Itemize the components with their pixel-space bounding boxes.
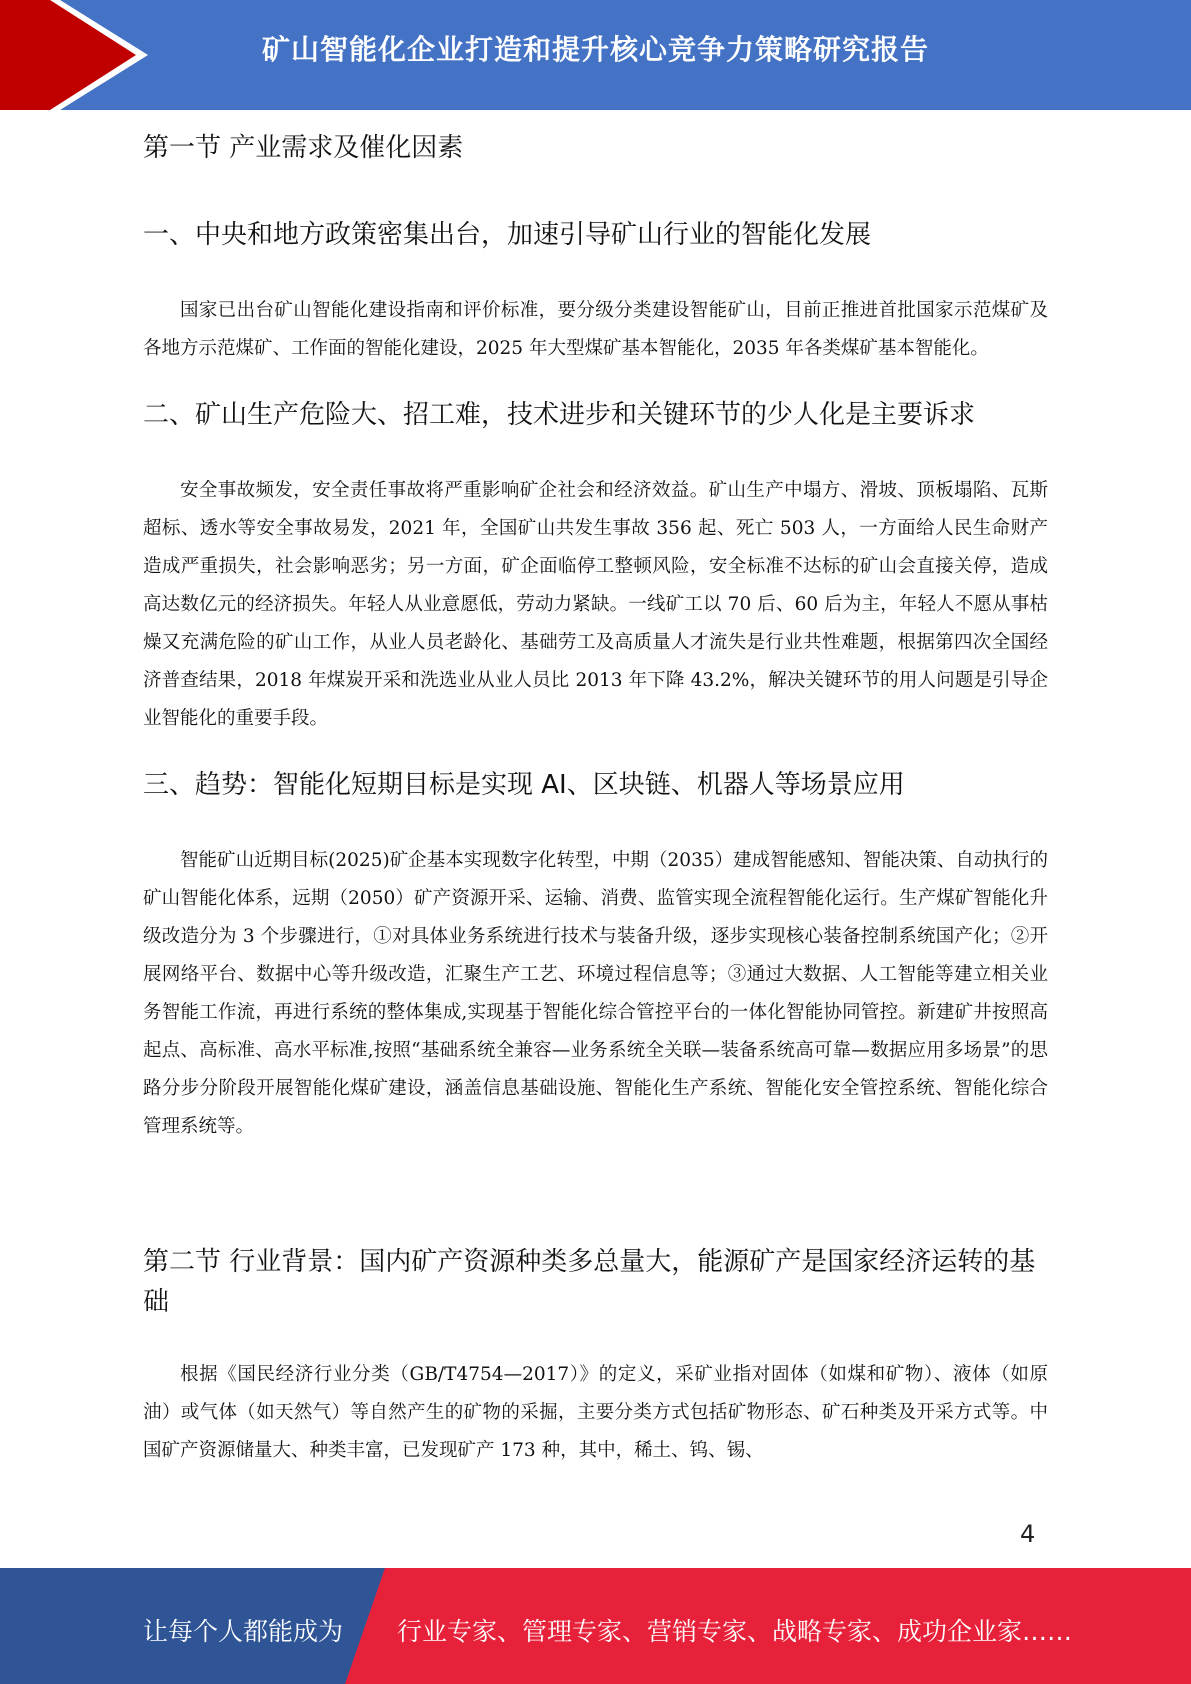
page-footer — [0, 1568, 1191, 1684]
page-header — [0, 0, 1191, 110]
heading-safety: 二、矿山生产危险大、招工难，技术进步和关键环节的少人化是主要诉求 — [143, 400, 976, 430]
paragraph-trend: 智能矿山近期目标(2025)矿企基本实现数字化转型，中期（2035）建成智能感知、智能决策、自动执行的矿山智能化体系，远期（2050）矿产资源开采、运输、消费、监管实现全流程智能化运行。生产煤矿智能化升级改造分为 3 个步骤进行，①对具体业务系统进行技术与装备升级，逐步实现核心装备控制系统国产化；②开展网络平台、数据中心等升级改造，汇聚生产工艺、环境过程信息等；③通过大数据、人工智能等建立相关业务智能工作流，再进行系统的整体集成,实现基于智能化综合管控平台的一体化智能协同管控。新建矿井按照高起点、高标准、高水平标准,按照“基础系统全兼容—业务系统全关联—装备系统高可靠—数据应用多场景”的思路分步分阶段开展智能化煤矿建设，涵盖信息基础设施、智能化生产系统、智能化安全管控系统、智能化综合管理系统等。 — [143, 850, 1048, 1137]
paragraph-policy: 国家已出台矿山智能化建设指南和评价标准，要分级分类建设智能矿山，目前正推进首批国家示范煤矿及各地方示范煤矿、工作面的智能化建设，2025 年大型煤矿基本智能化，2035 年各类煤矿基本智能化。 — [143, 300, 1048, 359]
page-content — [143, 128, 1048, 1470]
section-two-title: 第二节 行业背景：国内矿产资源种类多总量大，能源矿产是国家经济运转的基础 — [143, 1247, 1036, 1317]
footer-slogan-right: 行业专家、管理专家、营销专家、战略专家、成功企业家…… — [397, 1617, 1073, 1646]
section-one-title: 第一节 产业需求及催化因素 — [143, 133, 464, 163]
heading-trend: 三、趋势：智能化短期目标是实现 AI、区块链、机器人等场景应用 — [143, 770, 905, 800]
heading-policy: 一、中央和地方政策密集出台，加速引导矿山行业的智能化发展 — [143, 220, 872, 250]
report-title: 矿山智能化企业打造和提升核心竞争力策略研究报告 — [261, 33, 929, 66]
paragraph-safety: 安全事故频发，安全责任事故将严重影响矿企社会和经济效益。矿山生产中塌方、滑坡、顶板塌陷、瓦斯超标、透水等安全事故易发，2021 年，全国矿山共发生事故 356 起、死亡 503 人，一方面给人民生命财产造成严重损失，社会影响恶劣；另一方面，矿企面临停工整顿风险，安全标准不达标的矿山会直接关停，造成高达数亿元的经济损失。年轻人从业意愿低，劳动力紧缺。一线矿工以 70 后、60 后为主，年轻人不愿从事枯燥又充满危险的矿山工作，从业人员老龄化、基础劳工及高质量人才流失是行业共性难题，根据第四次全国经济普查结果，2018 年煤炭开采和洗选业从业人员比 2013 年下降 43.2%，解决关键环节的用人问题是引导企业智能化的重要手段。 — [143, 480, 1048, 729]
page-number: 4 — [1020, 1520, 1036, 1548]
footer-slogan-left: 让每个人都能成为 — [143, 1617, 344, 1646]
paragraph-background: 根据《国民经济行业分类（GB/T4754—2017）》的定义，采矿业指对固体（如煤和矿物）、液体（如原油）或气体（如天然气）等自然产生的矿物的采掘，主要分类方式包括矿物形态、矿石种类及开采方式等。中国矿产资源储量大、种类丰富，已发现矿产 173 种，其中，稀土、钨、锡、 — [143, 1364, 1048, 1461]
